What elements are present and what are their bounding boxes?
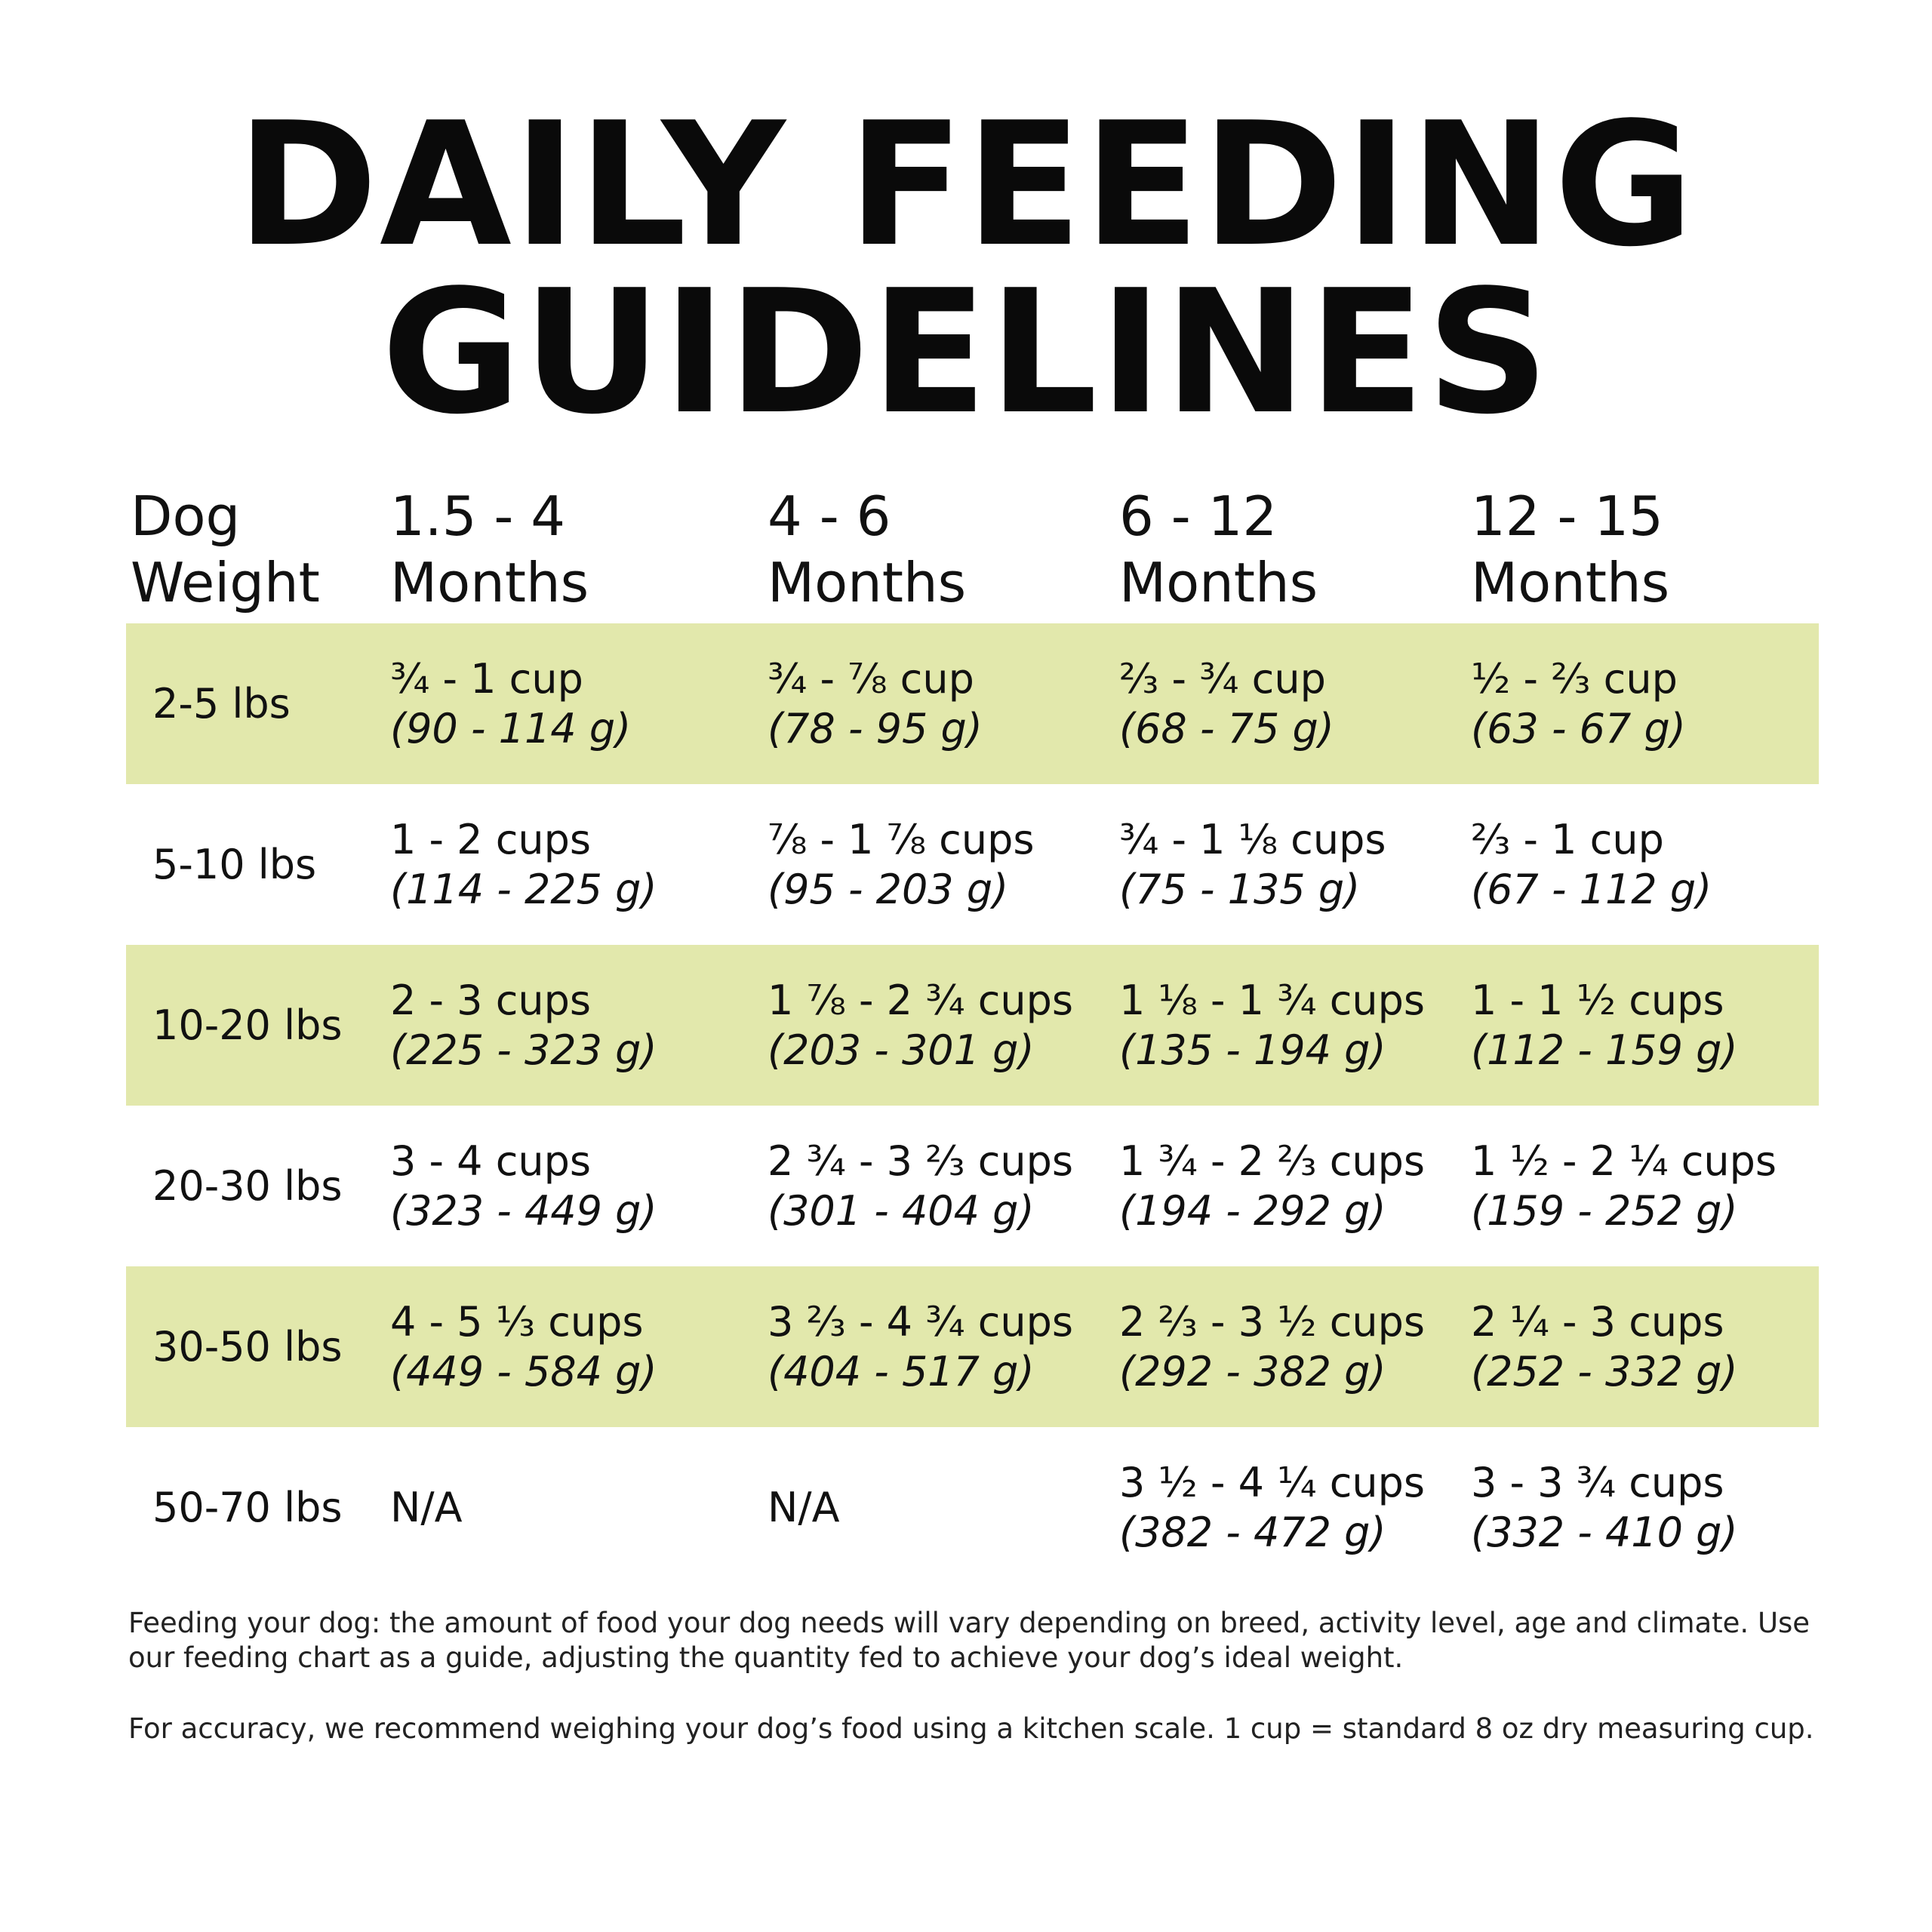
- row-weight: 5-10 lbs: [152, 841, 317, 888]
- table-cell: [1471, 1266, 1738, 1427]
- table-cell: [1471, 784, 1712, 945]
- cell-grams: (75 - 135 g): [1119, 865, 1361, 913]
- cell-cups: 1 ⅛ - 1 ¾ cups: [1119, 976, 1426, 1024]
- table-header: [126, 483, 1819, 619]
- table-cell: [1471, 1106, 1777, 1266]
- cell-grams: (332 - 410 g): [1471, 1508, 1738, 1556]
- table-cell: [390, 784, 657, 945]
- cell-grams: (67 - 112 g): [1471, 865, 1712, 913]
- cell-grams: (382 - 472 g): [1119, 1508, 1386, 1556]
- cell-grams: (68 - 75 g): [1119, 704, 1334, 752]
- cell-grams: (63 - 67 g): [1471, 704, 1686, 752]
- header-line: 4 - 6: [768, 485, 891, 548]
- table-row: [126, 623, 1819, 784]
- cell-cups: 3 - 4 cups: [390, 1137, 592, 1185]
- header-line: Dog: [131, 485, 241, 548]
- table-cell: [390, 1106, 657, 1266]
- cell-grams: (323 - 449 g): [390, 1186, 657, 1235]
- cell-cups: 4 - 5 ⅓ cups: [390, 1297, 644, 1346]
- cell-grams: (301 - 404 g): [768, 1186, 1035, 1235]
- feeding-table: [126, 623, 1819, 1588]
- header-line: 1.5 - 4: [390, 485, 566, 548]
- table-cell: [768, 623, 983, 784]
- table-cell: [1119, 623, 1334, 784]
- table-cell: [1119, 1266, 1425, 1427]
- note-feeding-your-dog: Feeding your dog: the amount of food your dog needs will vary depending on breed, activity level, age and climate. Use our feeding chart as a guide, adjusting the quantity fed to achieve your dog’s ideal weight.: [128, 1607, 1810, 1674]
- title-line-1: DAILY FEEDING: [236, 86, 1696, 285]
- cell-cups: 2 ¾ - 3 ⅔ cups: [768, 1137, 1074, 1185]
- table-row: [126, 1106, 1819, 1266]
- table-cell: [1119, 945, 1425, 1106]
- cell-cups: 1 - 1 ½ cups: [1471, 976, 1724, 1024]
- table-cell: [390, 1427, 463, 1588]
- cell-cups: ¾ - 1 cup: [390, 654, 583, 703]
- cell-grams: (449 - 584 g): [390, 1347, 657, 1395]
- cell-grams: (194 - 292 g): [1119, 1186, 1386, 1235]
- table-cell: [768, 1106, 1073, 1266]
- cell-cups: 1 - 2 cups: [390, 815, 592, 863]
- table-row: [126, 1427, 1819, 1588]
- table-cell: [390, 945, 657, 1106]
- cell-grams: (78 - 95 g): [768, 704, 983, 752]
- cell-cups: ¾ - 1 ⅛ cups: [1119, 815, 1386, 863]
- cell-grams: (203 - 301 g): [768, 1026, 1035, 1074]
- header-dog-weight: [131, 483, 320, 616]
- table-cell: [768, 945, 1073, 1106]
- note-accuracy: For accuracy, we recommend weighing your dog’s food using a kitchen scale. 1 cup = standard 8 oz dry measuring cup.: [128, 1712, 1814, 1745]
- cell-grams: (252 - 332 g): [1471, 1347, 1738, 1395]
- table-cell: [1119, 784, 1386, 945]
- row-weight: 2-5 lbs: [152, 680, 291, 728]
- cell-grams: (112 - 159 g): [1471, 1026, 1738, 1074]
- cell-cups: 1 ½ - 2 ¼ cups: [1471, 1137, 1777, 1185]
- cell-grams: (404 - 517 g): [768, 1347, 1035, 1395]
- row-weight: 50-70 lbs: [152, 1484, 343, 1531]
- table-row: [126, 945, 1819, 1106]
- cell-cups: 1 ¾ - 2 ⅔ cups: [1119, 1137, 1426, 1185]
- header-1-5-4-months: [390, 483, 589, 616]
- cell-cups: 3 ½ - 4 ¼ cups: [1119, 1458, 1426, 1506]
- cell-cups: ⅞ - 1 ⅞ cups: [768, 815, 1035, 863]
- table-cell: [768, 1427, 840, 1588]
- cell-cups: N/A: [390, 1483, 463, 1531]
- header-line: Months: [390, 551, 589, 614]
- title-line-2: GUIDELINES: [381, 254, 1551, 452]
- cell-cups: ⅔ - 1 cup: [1471, 815, 1664, 863]
- table-cell: [1471, 945, 1738, 1106]
- table-cell: [768, 784, 1035, 945]
- header-6-12-months: [1119, 483, 1318, 616]
- cell-grams: (135 - 194 g): [1119, 1026, 1386, 1074]
- table-row: [126, 1266, 1819, 1427]
- header-12-15-months: [1471, 483, 1669, 616]
- cell-cups: ⅔ - ¾ cup: [1119, 654, 1326, 703]
- cell-cups: 3 ⅔ - 4 ¾ cups: [768, 1297, 1074, 1346]
- header-line: Months: [1119, 551, 1318, 614]
- row-weight: 10-20 lbs: [152, 1001, 343, 1049]
- cell-grams: (90 - 114 g): [390, 704, 632, 752]
- row-weight: 20-30 lbs: [152, 1162, 343, 1210]
- cell-cups: 2 ¼ - 3 cups: [1471, 1297, 1724, 1346]
- header-4-6-months: [768, 483, 966, 616]
- table-cell: [390, 623, 631, 784]
- table-cell: [768, 1266, 1073, 1427]
- cell-cups: 2 - 3 cups: [390, 976, 592, 1024]
- cell-cups: N/A: [768, 1483, 840, 1531]
- cell-grams: (114 - 225 g): [390, 865, 657, 913]
- cell-cups: 3 - 3 ¾ cups: [1471, 1458, 1724, 1506]
- table-cell: [1471, 1427, 1738, 1588]
- header-line: Weight: [131, 551, 320, 614]
- header-line: Months: [768, 551, 967, 614]
- cell-cups: 1 ⅞ - 2 ¾ cups: [768, 976, 1074, 1024]
- cell-cups: 2 ⅔ - 3 ½ cups: [1119, 1297, 1426, 1346]
- row-weight: 30-50 lbs: [152, 1323, 343, 1371]
- header-line: 6 - 12: [1119, 485, 1278, 548]
- feeding-notes: [128, 1606, 1834, 1783]
- header-line: 12 - 15: [1471, 485, 1663, 548]
- cell-cups: ½ - ⅔ cup: [1471, 654, 1678, 703]
- table-cell: [390, 1266, 657, 1427]
- cell-cups: ¾ - ⅞ cup: [768, 654, 974, 703]
- cell-grams: (159 - 252 g): [1471, 1186, 1738, 1235]
- table-row: [126, 784, 1819, 945]
- cell-grams: (292 - 382 g): [1119, 1347, 1386, 1395]
- cell-grams: (95 - 203 g): [768, 865, 1009, 913]
- table-cell: [1119, 1427, 1425, 1588]
- cell-grams: (225 - 323 g): [390, 1026, 657, 1074]
- header-line: Months: [1471, 551, 1670, 614]
- page-title: [0, 86, 1932, 452]
- table-cell: [1471, 623, 1686, 784]
- table-cell: [1119, 1106, 1425, 1266]
